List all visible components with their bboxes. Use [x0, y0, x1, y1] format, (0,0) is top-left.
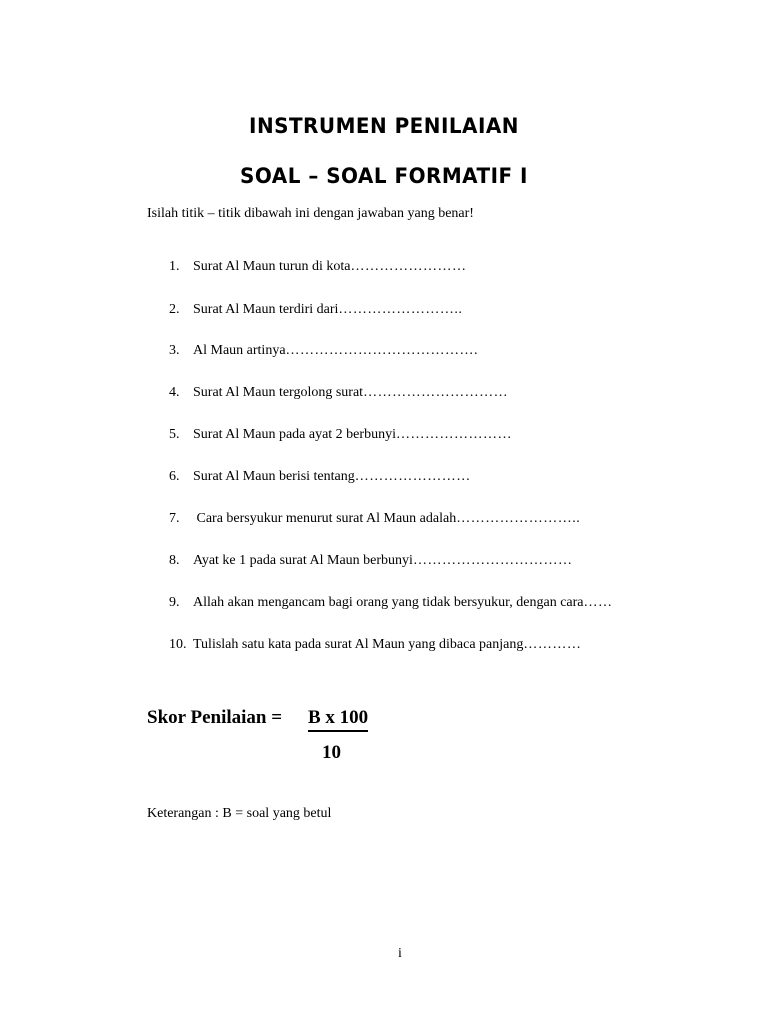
- answer-blank: ……………………: [395, 427, 512, 442]
- answer-blank: ……………………: [350, 259, 467, 274]
- answer-blank: ……: [583, 595, 613, 610]
- question-text: Surat Al Maun berisi tentang: [193, 469, 355, 484]
- document-title: INSTRUMEN PENILAIAN: [249, 114, 519, 138]
- question-item: [169, 637, 581, 653]
- question-item: [169, 469, 471, 485]
- question-text: Surat Al Maun terdiri dari: [193, 302, 339, 317]
- question-number: 2.: [169, 302, 180, 317]
- question-number: 6.: [169, 469, 180, 484]
- document-subtitle: SOAL – SOAL FORMATIF I: [240, 164, 528, 188]
- question-text: Cara bersyukur menurut surat Al Maun adalah: [193, 511, 457, 526]
- answer-blank: ……………………………: [412, 553, 573, 568]
- question-number: 8.: [169, 553, 180, 568]
- answer-blank: …………: [523, 637, 582, 652]
- question-item: [169, 343, 478, 359]
- question-item: [169, 595, 613, 611]
- question-text: Surat Al Maun tergolong surat: [193, 385, 364, 400]
- question-text: Tulislah satu kata pada surat Al Maun yang dibaca panjang: [193, 637, 524, 652]
- question-number: 10.: [169, 637, 187, 652]
- score-denominator: 10: [322, 742, 341, 763]
- answer-blank: ……………………: [354, 469, 471, 484]
- note-text: Keterangan : B = soal yang betul: [147, 806, 332, 821]
- question-number: 3.: [169, 343, 180, 358]
- answer-blank: ……………………..: [456, 511, 581, 526]
- question-text: Surat Al Maun pada ayat 2 berbunyi: [193, 427, 396, 442]
- instruction-text: Isilah titik – titik dibawah ini dengan jawaban yang benar!: [147, 206, 474, 221]
- answer-blank: …………………………: [363, 385, 509, 400]
- question-number: 5.: [169, 427, 180, 442]
- question-item: [169, 302, 462, 318]
- question-number: 9.: [169, 595, 180, 610]
- question-number: 7.: [169, 511, 180, 526]
- question-text: Surat Al Maun turun di kota: [193, 259, 351, 274]
- score-label: Skor Penilaian =: [147, 707, 283, 728]
- question-text: Allah akan mengancam bagi orang yang tidak bersyukur, dengan cara: [193, 595, 584, 610]
- question-text: Al Maun artinya: [193, 343, 286, 358]
- question-item: [169, 385, 508, 401]
- page-number: i: [398, 946, 402, 961]
- question-text: Ayat ke 1 pada surat Al Maun berbunyi: [193, 553, 413, 568]
- answer-blank: ………………………………….: [285, 343, 479, 358]
- score-numerator: B x 100: [308, 707, 368, 732]
- question-number: 1.: [169, 259, 180, 274]
- question-item: [169, 511, 580, 527]
- answer-blank: ……………………..: [338, 302, 463, 317]
- question-number: 4.: [169, 385, 180, 400]
- question-item: [169, 553, 572, 569]
- question-item: [169, 259, 467, 275]
- question-item: [169, 427, 512, 443]
